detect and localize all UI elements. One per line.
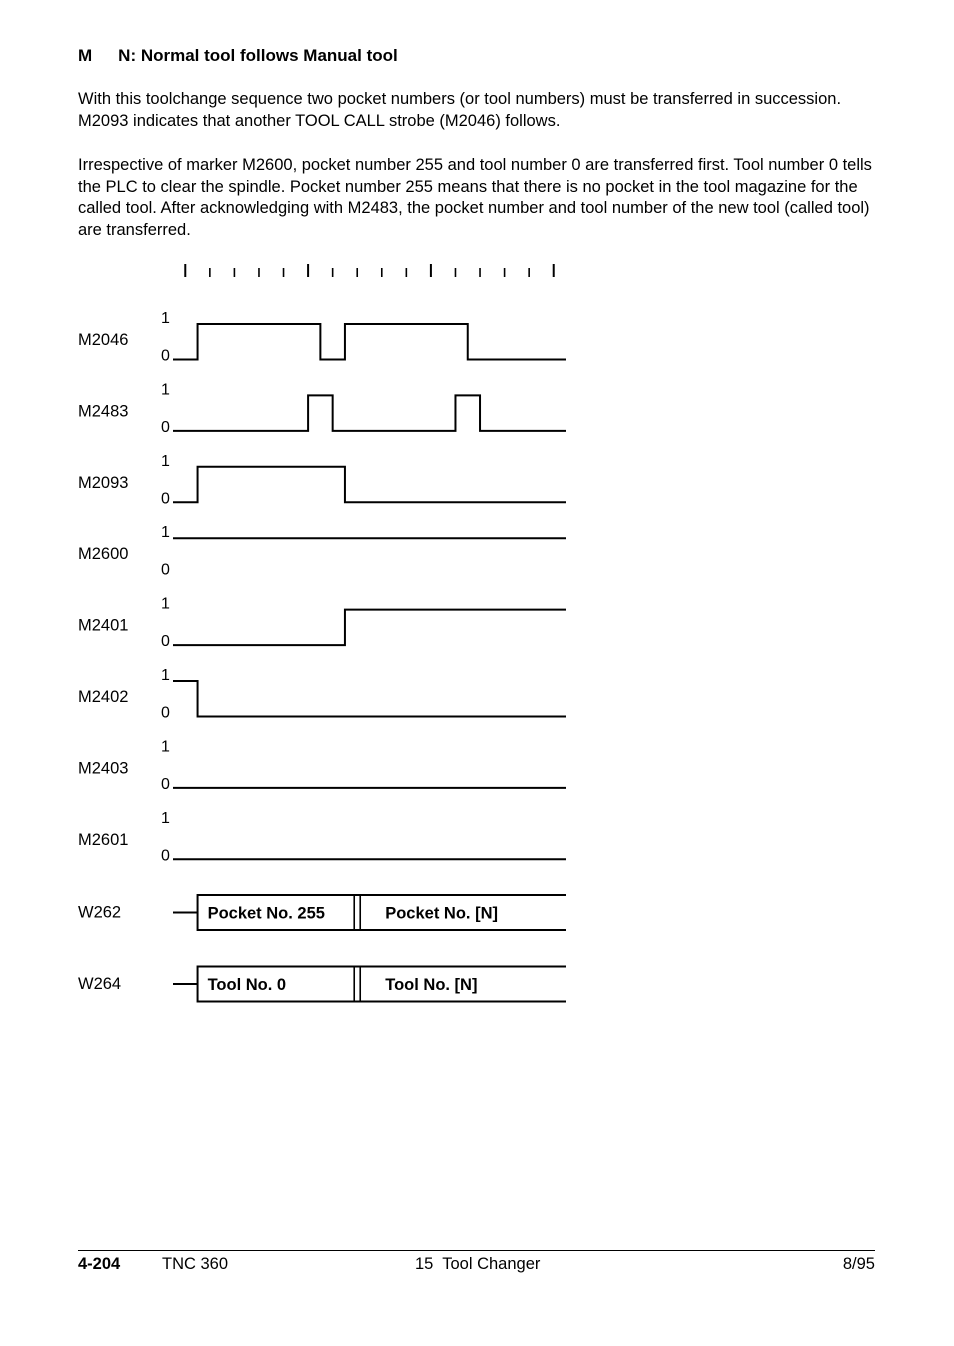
level-low-label: 0 <box>161 704 170 722</box>
level-high-label: 1 <box>161 310 170 327</box>
paragraph-intro: With this toolchange sequence two pocket numbers (or tool numbers) must be transferred in succession. M2093 indicates that another TOOL CALL strobe (M2046) follows. <box>78 90 842 130</box>
signal-name-M2601: M2601 <box>78 830 129 849</box>
level-high-label: 1 <box>161 667 170 684</box>
waveform-M2401 <box>173 610 566 646</box>
level-low-label: 0 <box>161 418 170 436</box>
word-name-W264: W264 <box>78 975 122 993</box>
footer-page-number: 4-204 <box>78 1255 121 1273</box>
signal-name-M2093: M2093 <box>78 473 129 492</box>
level-low-label: 0 <box>161 847 170 865</box>
footer-chapter: 15 Tool Changer <box>415 1255 541 1273</box>
level-high-label: 1 <box>161 452 170 470</box>
bus-value-second: Tool No. [N] <box>385 976 478 994</box>
level-high-label: 1 <box>161 738 170 756</box>
waveform-M2093 <box>173 467 566 503</box>
heading-prefix: M <box>78 46 93 65</box>
footer-date: 8/95 <box>842 1255 875 1273</box>
signal-name-M2401: M2401 <box>78 616 129 635</box>
bus-value-first: Pocket No. 255 <box>207 904 325 923</box>
level-low-label: 0 <box>161 490 170 508</box>
heading-title: N: Normal tool follows Manual tool <box>118 46 398 65</box>
waveform-M2483 <box>173 395 566 431</box>
waveform-M2402 <box>173 681 566 717</box>
signal-name-M2402: M2402 <box>78 688 129 706</box>
signal-name-M2600: M2600 <box>78 545 129 564</box>
level-high-label: 1 <box>161 381 170 399</box>
level-low-label: 0 <box>161 561 170 579</box>
word-name-W262: W262 <box>78 903 122 922</box>
level-high-label: 1 <box>161 524 170 542</box>
paragraph-details: Irrespective of marker M2600, pocket number 255 and tool number 0 are transferred first. Tool number 0 tells the PLC to clear the spindle. Pocket number 255 means that there is no pocket in the tool magazine for the called tool. After acknowledging with M2483, the pocket number and tool number of the new tool (called tool) are transferred. <box>78 156 872 240</box>
waveform-M2046 <box>173 324 566 360</box>
footer-rule <box>78 1250 875 1251</box>
level-low-label: 0 <box>161 347 170 365</box>
footer-product: TNC 360 <box>162 1255 229 1273</box>
level-low-label: 0 <box>161 633 170 651</box>
bus-value-second: Pocket No. [N] <box>385 904 498 923</box>
bus-value-first: Tool No. 0 <box>207 976 287 994</box>
level-low-label: 0 <box>161 775 170 793</box>
signal-name-M2403: M2403 <box>78 759 129 778</box>
level-high-label: 1 <box>161 809 170 827</box>
level-high-label: 1 <box>161 595 170 613</box>
signal-name-M2046: M2046 <box>78 331 129 349</box>
signal-name-M2483: M2483 <box>78 402 129 421</box>
